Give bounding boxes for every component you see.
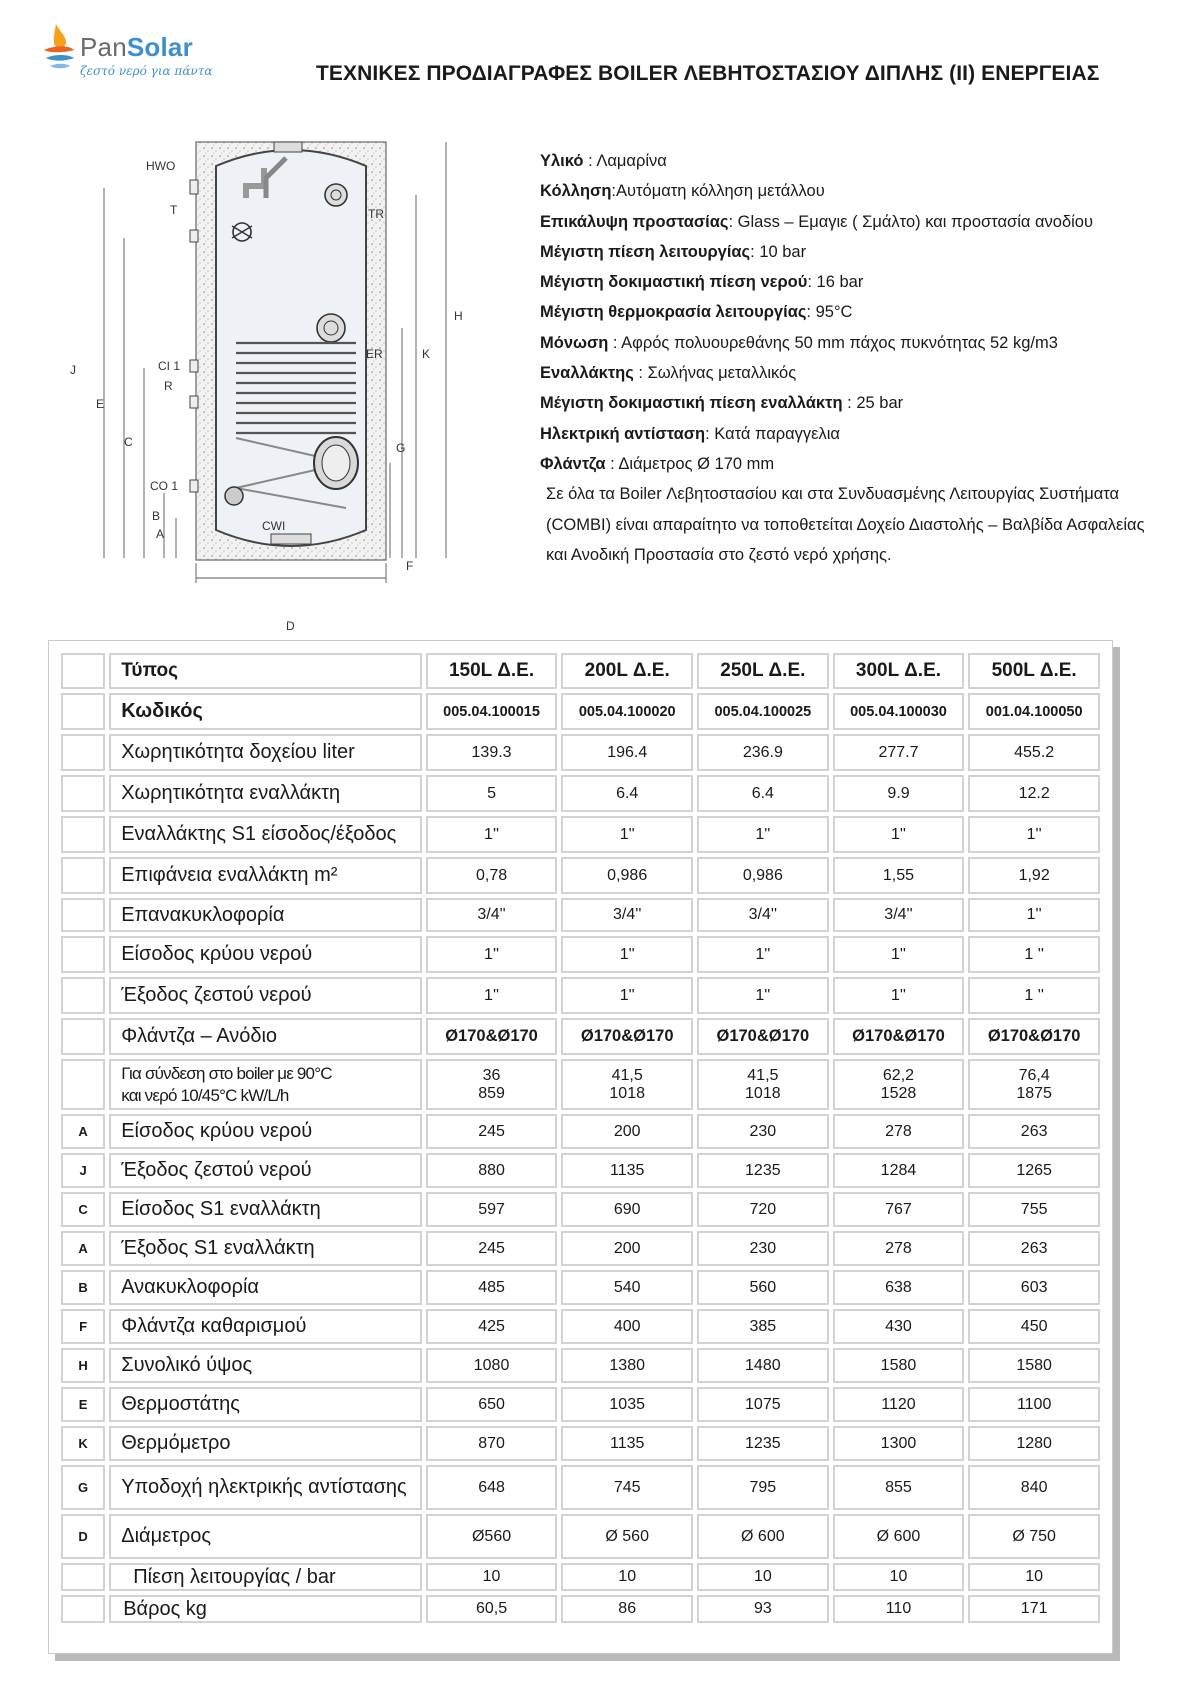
value-cell: 1''	[426, 816, 558, 853]
row-dimension-letter: C	[61, 1192, 105, 1227]
value-kw: 62,2	[882, 1066, 915, 1084]
value-cell: 1,55	[833, 857, 965, 894]
spec-value: Αυτόματη κόλληση μετάλλου	[616, 182, 825, 201]
value-cell: 1300	[833, 1426, 965, 1461]
spec-key: Μέγιστη θερμοκρασία λειτουργίας	[540, 303, 807, 322]
value-cell: Ø170&Ø170	[426, 1018, 558, 1055]
table-row	[61, 898, 1100, 932]
value-cell: 1''	[833, 977, 965, 1014]
value-cell: 540	[561, 1270, 693, 1305]
value-cell: 200L Δ.Ε.	[561, 653, 693, 689]
value-cell: 1580	[968, 1348, 1100, 1383]
value-cell: 5	[426, 775, 558, 812]
spec-table-panel	[48, 640, 1113, 1654]
row-label: Ανακυκλοφορία	[109, 1270, 422, 1305]
value-cell: 1580	[833, 1348, 965, 1383]
table-row	[61, 1153, 1100, 1188]
row-dimension-letter: A	[61, 1114, 105, 1149]
value-kw: 36	[482, 1066, 501, 1084]
value-cell: 12.2	[968, 775, 1100, 812]
row-dimension-letter: G	[61, 1465, 105, 1510]
spec-separator: :	[608, 333, 622, 352]
value-lh: 1528	[880, 1084, 917, 1102]
value-cell	[833, 1059, 965, 1110]
table-row	[61, 1309, 1100, 1344]
row-dimension-letter: J	[61, 1153, 105, 1188]
value-cell: 10	[833, 1563, 965, 1591]
value-cell: 10	[561, 1563, 693, 1591]
label-h: H	[454, 309, 463, 323]
value-cell	[968, 1059, 1100, 1110]
row-label: Είσοδος κρύου νερού	[109, 936, 422, 973]
value-cell: 10	[426, 1563, 558, 1591]
value-cell	[561, 1059, 693, 1110]
spec-row	[540, 146, 1190, 176]
value-cell: 1135	[561, 1426, 693, 1461]
row-label: Έξοδος ζεστού νερού	[109, 977, 422, 1014]
value-cell: Ø170&Ø170	[697, 1018, 829, 1055]
row-dimension-letter: A	[61, 1231, 105, 1266]
row-dimension-letter: B	[61, 1270, 105, 1305]
row-label: Πίεση λειτουργίας / bar	[109, 1563, 422, 1591]
value-cell: 3/4''	[833, 898, 965, 932]
row-label: Θερμοστάτης	[109, 1387, 422, 1422]
row-label: Έξοδος ζεστού νερού	[109, 1153, 422, 1188]
value-cell	[426, 1059, 558, 1110]
value-cell: 1284	[833, 1153, 965, 1188]
value-cell: Ø 600	[697, 1514, 829, 1559]
row-label: Επανακυκλοφορία	[109, 898, 422, 932]
spec-value: Glass – Εμαγιε ( Σμάλτο) και προστασία ανοδίου	[737, 212, 1093, 231]
row-label: Είσοδος κρύου νερού	[109, 1114, 422, 1149]
value-cell: 455.2	[968, 734, 1100, 771]
value-cell: 300L Δ.Ε.	[833, 653, 965, 689]
table-row	[61, 936, 1100, 973]
value-kw: 76,4	[1018, 1066, 1050, 1084]
row-label: Υποδοχή ηλεκτρικής αντίστασης	[109, 1465, 422, 1510]
table-row	[61, 1114, 1100, 1149]
spec-row	[540, 267, 1190, 297]
value-cell: 745	[561, 1465, 693, 1510]
spec-key: Επικάλυψη προστασίας	[540, 212, 729, 231]
value-cell: 236.9	[697, 734, 829, 771]
table-row	[61, 1348, 1100, 1383]
value-cell: 450	[968, 1309, 1100, 1344]
row-label: Φλάντζα καθαρισμού	[109, 1309, 422, 1344]
label-er: ER	[366, 347, 383, 361]
spec-value: 16 bar	[816, 273, 864, 292]
label-tr: TR	[368, 207, 384, 221]
value-lh: 1875	[1016, 1084, 1052, 1102]
value-cell: 1080	[426, 1348, 558, 1383]
value-cell: 005.04.100030	[833, 693, 965, 730]
value-cell: 10	[968, 1563, 1100, 1591]
value-cell: 139.3	[426, 734, 558, 771]
value-cell: 1''	[561, 977, 693, 1014]
value-cell: 1''	[968, 898, 1100, 932]
row-dimension-letter: E	[61, 1387, 105, 1422]
value-cell: 0,986	[561, 857, 693, 894]
value-cell: 171	[968, 1595, 1100, 1623]
spec-key: Μέγιστη δοκιμαστική πίεση εναλλάκτη	[540, 394, 843, 413]
value-cell: 263	[968, 1231, 1100, 1266]
spec-value: Κατά παραγγελια	[714, 424, 840, 443]
spec-key: Υλικό	[540, 152, 584, 170]
value-cell: 1''	[561, 816, 693, 853]
spec-key: Μέγιστη δοκιμαστική πίεση νερού	[540, 273, 808, 292]
value-cell: Ø170&Ø170	[968, 1018, 1100, 1055]
spec-row	[540, 388, 1190, 418]
value-cell	[697, 1059, 829, 1110]
value-cell: 277.7	[833, 734, 965, 771]
table-row	[61, 653, 1100, 689]
row-dimension-letter	[61, 653, 105, 689]
spec-row	[540, 328, 1190, 358]
value-lh: 1018	[609, 1084, 645, 1102]
value-cell: 385	[697, 1309, 829, 1344]
value-cell: 005.04.100015	[426, 693, 558, 730]
spec-key: Ηλεκτρική αντίσταση	[540, 424, 706, 443]
value-cell: 603	[968, 1270, 1100, 1305]
value-cell: 855	[833, 1465, 965, 1510]
label-g: G	[396, 441, 406, 455]
row-dimension-letter	[61, 693, 105, 730]
spec-row	[540, 207, 1190, 237]
spec-key: Μέγιστη πίεση λειτουργίας	[540, 242, 751, 261]
value-cell: 1 ''	[968, 977, 1100, 1014]
logo-drops-icon	[38, 22, 78, 80]
value-cell: 60,5	[426, 1595, 558, 1623]
row-dimension-letter	[61, 816, 105, 853]
value-cell: 200	[561, 1114, 693, 1149]
table-row	[61, 857, 1100, 894]
brand-tagline: ζεστό νερό για πάντα	[80, 64, 213, 78]
row-label	[109, 1059, 422, 1110]
value-cell: 1 ''	[968, 936, 1100, 973]
value-cell: 1,92	[968, 857, 1100, 894]
row-label: Χωρητικότητα εναλλάκτη	[109, 775, 422, 812]
value-cell: Ø170&Ø170	[833, 1018, 965, 1055]
value-cell: 870	[426, 1426, 558, 1461]
value-cell: 1380	[561, 1348, 693, 1383]
value-cell: 3/4''	[561, 898, 693, 932]
value-cell: 767	[833, 1192, 965, 1227]
value-cell: 6.4	[561, 775, 693, 812]
label-r: R	[164, 379, 173, 393]
value-cell: 245	[426, 1231, 558, 1266]
spec-separator: :	[750, 242, 760, 261]
value-lh: 1018	[745, 1084, 781, 1102]
value-cell: Ø 560	[561, 1514, 693, 1559]
spec-separator: :	[611, 182, 617, 201]
value-cell: 3/4''	[697, 898, 829, 932]
label-k: K	[422, 347, 431, 361]
spec-value: 25 bar	[856, 394, 904, 413]
table-row	[61, 1018, 1100, 1055]
value-cell: 720	[697, 1192, 829, 1227]
value-cell: 648	[426, 1465, 558, 1510]
table-row	[61, 1387, 1100, 1422]
spec-separator: :	[728, 212, 738, 231]
table-row	[61, 1514, 1100, 1559]
spec-separator: :	[807, 273, 817, 292]
value-cell: 500L Δ.Ε.	[968, 653, 1100, 689]
row-dimension-letter	[61, 898, 105, 932]
spec-table	[57, 649, 1104, 1627]
spec-row	[540, 176, 1190, 206]
value-cell: 10	[697, 1563, 829, 1591]
label-c: C	[124, 435, 133, 449]
table-row	[61, 1059, 1100, 1110]
row-dimension-letter: F	[61, 1309, 105, 1344]
value-cell: Ø560	[426, 1514, 558, 1559]
table-row	[61, 816, 1100, 853]
row-dimension-letter	[61, 977, 105, 1014]
page-title: ΤΕΧΝΙΚΕΣ ΠΡΟΔΙΑΓΡΑΦΕΣ BOILER ΛΕΒΗΤΟΣΤΑΣΙΟΥ ΔΙΠΛΗΣ (ΙΙ) ΕΝΕΡΓΕΙΑΣ	[316, 62, 1100, 85]
row-label: Διάμετρος	[109, 1514, 422, 1559]
row-label-line2: και νερό 10/45°C kW/L/h	[121, 1085, 289, 1105]
label-hwo: HWO	[146, 159, 176, 173]
value-cell: 1''	[561, 936, 693, 973]
value-cell: 278	[833, 1114, 965, 1149]
value-kw: 41,5	[611, 1066, 643, 1084]
row-label: Φλάντζα – Ανόδιο	[109, 1018, 422, 1055]
spec-separator: :	[705, 424, 715, 443]
value-cell: 93	[697, 1595, 829, 1623]
row-label: Θερμόμετρο	[109, 1426, 422, 1461]
value-cell: 0,78	[426, 857, 558, 894]
value-cell: 1''	[968, 816, 1100, 853]
spec-key: Κόλληση	[540, 182, 612, 201]
value-cell: 200	[561, 1231, 693, 1266]
table-row	[61, 1231, 1100, 1266]
value-cell: 840	[968, 1465, 1100, 1510]
table-row	[61, 1426, 1100, 1461]
value-cell: 150L Δ.Ε.	[426, 653, 558, 689]
row-dimension-letter	[61, 1059, 105, 1110]
table-row	[61, 734, 1100, 771]
value-cell: 230	[697, 1231, 829, 1266]
table-row	[61, 775, 1100, 812]
label-co1: CO 1	[150, 479, 179, 493]
table-row	[61, 693, 1100, 730]
value-cell: 400	[561, 1309, 693, 1344]
spec-row	[540, 449, 1190, 479]
value-cell: 755	[968, 1192, 1100, 1227]
spec-key: Φλάντζα	[540, 454, 606, 473]
value-cell: 795	[697, 1465, 829, 1510]
spec-value: Λαμαρίνα	[596, 152, 667, 170]
row-label: Επιφάνεια εναλλάκτη m²	[109, 857, 422, 894]
spec-value: Σωλήνας μεταλλικός	[647, 364, 797, 383]
value-cell: 250L Δ.Ε.	[697, 653, 829, 689]
value-cell: 001.04.100050	[968, 693, 1100, 730]
value-cell: 0,986	[697, 857, 829, 894]
spec-key: Μόνωση	[540, 333, 609, 352]
table-row	[61, 1465, 1100, 1510]
value-cell: 560	[697, 1270, 829, 1305]
spec-separator: :	[806, 303, 816, 322]
label-cwi: CWI	[262, 519, 286, 533]
value-cell: 1075	[697, 1387, 829, 1422]
row-label: Είσοδος S1 εναλλάκτη	[109, 1192, 422, 1227]
value-cell: 1''	[697, 977, 829, 1014]
row-label: Έξοδος S1 εναλλάκτη	[109, 1231, 422, 1266]
value-cell: 650	[426, 1387, 558, 1422]
row-label: Συνολικό ύψος	[109, 1348, 422, 1383]
value-cell: 880	[426, 1153, 558, 1188]
value-cell: 230	[697, 1114, 829, 1149]
spec-value: 10 bar	[759, 242, 807, 261]
value-cell: 263	[968, 1114, 1100, 1149]
value-cell: 638	[833, 1270, 965, 1305]
table-row	[61, 977, 1100, 1014]
value-cell: 1''	[833, 816, 965, 853]
row-label: Βάρος kg	[109, 1595, 422, 1623]
row-dimension-letter	[61, 775, 105, 812]
spec-separator: :	[633, 364, 648, 383]
spec-row	[540, 237, 1190, 267]
row-label: Χωρητικότητα δοχείου liter	[109, 734, 422, 771]
value-cell: Ø 600	[833, 1514, 965, 1559]
value-cell: 1''	[697, 816, 829, 853]
value-cell: 430	[833, 1309, 965, 1344]
value-cell: 278	[833, 1231, 965, 1266]
row-label: Κωδικός	[109, 693, 422, 730]
row-dimension-letter: K	[61, 1426, 105, 1461]
row-dimension-letter	[61, 936, 105, 973]
spec-row	[540, 358, 1190, 388]
value-cell: Ø 750	[968, 1514, 1100, 1559]
boiler-diagram	[66, 138, 506, 638]
label-j: J	[70, 363, 76, 377]
spec-separator: :	[583, 152, 597, 170]
spec-separator: :	[605, 454, 619, 473]
row-dimension-letter	[61, 1018, 105, 1055]
label-f: F	[406, 559, 414, 573]
value-cell: 005.04.100025	[697, 693, 829, 730]
row-dimension-letter	[61, 734, 105, 771]
value-cell: 245	[426, 1114, 558, 1149]
label-t: T	[170, 203, 178, 217]
table-row	[61, 1270, 1100, 1305]
value-cell: 1''	[697, 936, 829, 973]
row-dimension-letter: D	[61, 1514, 105, 1559]
value-cell: 9.9	[833, 775, 965, 812]
label-d: D	[286, 619, 295, 633]
value-cell: 1280	[968, 1426, 1100, 1461]
value-cell: 425	[426, 1309, 558, 1344]
brand-name: PanSolar	[80, 32, 193, 62]
table-row	[61, 1192, 1100, 1227]
spec-value: 95°C	[815, 303, 853, 322]
value-cell: 196.4	[561, 734, 693, 771]
table-row	[61, 1595, 1100, 1623]
value-cell: 485	[426, 1270, 558, 1305]
value-cell: 110	[833, 1595, 965, 1623]
value-cell: 1''	[426, 936, 558, 973]
table-row	[61, 1563, 1100, 1591]
row-dimension-letter	[61, 1595, 105, 1623]
row-label-line1: Για σύνδεση στο boiler με 90°C	[121, 1063, 332, 1083]
value-cell: 1120	[833, 1387, 965, 1422]
pansolar-logo	[38, 22, 268, 82]
spec-value: Διάμετρος Ø 170 mm	[618, 454, 775, 473]
spec-row	[540, 297, 1190, 327]
row-dimension-letter: H	[61, 1348, 105, 1383]
value-cell: 005.04.100020	[561, 693, 693, 730]
label-e: E	[96, 397, 105, 411]
value-lh: 859	[478, 1084, 505, 1102]
value-cell: 1235	[697, 1153, 829, 1188]
row-dimension-letter	[61, 857, 105, 894]
value-kw: 41,5	[747, 1066, 779, 1084]
value-cell: 1265	[968, 1153, 1100, 1188]
spec-list	[540, 146, 1190, 570]
value-cell: 1480	[697, 1348, 829, 1383]
row-dimension-letter	[61, 1563, 105, 1591]
value-cell: 86	[561, 1595, 693, 1623]
spec-value: Αφρός πολυουρεθάνης 50 mm πάχος πυκνότητας 52 kg/m3	[621, 333, 1058, 352]
label-ci1: CI 1	[158, 359, 181, 373]
value-cell: 6.4	[697, 775, 829, 812]
spec-key: Εναλλάκτης	[540, 364, 634, 383]
label-b: B	[152, 509, 161, 523]
value-cell: 1''	[833, 936, 965, 973]
value-cell: 597	[426, 1192, 558, 1227]
row-label: Τύπος	[109, 653, 422, 689]
value-cell: 1100	[968, 1387, 1100, 1422]
installation-note: Σε όλα τα Boiler Λεβητοστασίου και στα Συνδυασμένης Λειτουργίας Συστήματα (COMBI) είναι απαραίτητο να τοποθετείται Δοχείο Διαστολής – Βαλβίδα Ασφαλείας και Ανοδική Προστασία στο ζεστό νερό χρήσης.	[546, 485, 1145, 564]
value-cell: 1''	[426, 977, 558, 1014]
spec-row	[540, 419, 1190, 449]
value-cell: 1135	[561, 1153, 693, 1188]
label-a: A	[156, 527, 165, 541]
value-cell: Ø170&Ø170	[561, 1018, 693, 1055]
value-cell: 1035	[561, 1387, 693, 1422]
spec-separator: :	[842, 394, 857, 413]
value-cell: 3/4''	[426, 898, 558, 932]
value-cell: 1235	[697, 1426, 829, 1461]
value-cell: 690	[561, 1192, 693, 1227]
row-label: Εναλλάκτης S1 είσοδος/έξοδος	[109, 816, 422, 853]
